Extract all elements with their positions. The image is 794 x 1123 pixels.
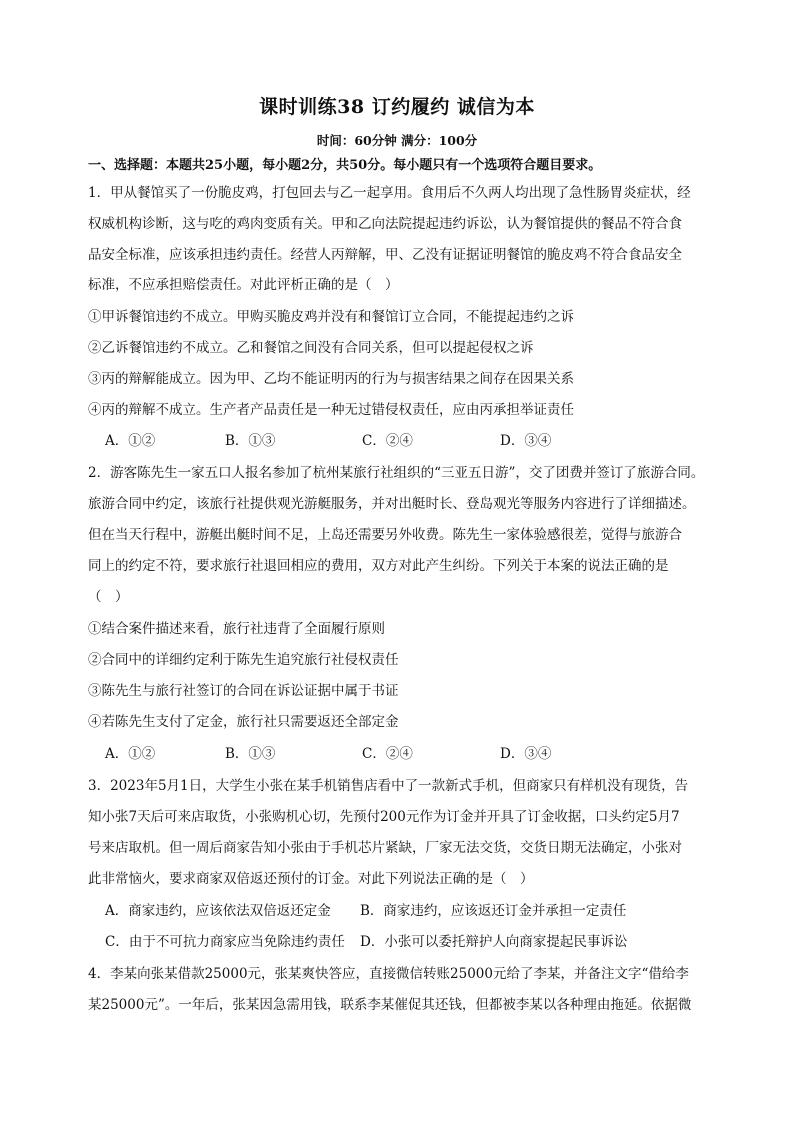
q2-line: 旅游合同中约定，该旅行社提供观光游艇服务，并对出艇时长、登岛观光等服务内容进行了详细描述。: [88, 496, 696, 512]
q3-option-a: A．商家违约，应该依法双倍返还定金: [105, 903, 331, 919]
q2-option-c: C．②④: [362, 746, 413, 762]
q1-option-c: C．②④: [362, 433, 413, 449]
q2-item: ③陈先生与旅行社签订的合同在诉讼证据中属于书证: [88, 683, 399, 699]
q1-item: ④丙的辩解不成立。生产者产品责任是一种无过错侵权责任，应由丙承担举证责任: [88, 402, 574, 418]
q2-line: 2．游客陈先生一家五口人报名参加了杭州某旅行社组织的“三亚五日游”，交了团费并签订了旅游合同。: [88, 465, 705, 481]
q2-line: 但在当天行程中，游艇出艇时间不足，上岛还需要另外收费。陈先生一家体验感很差，觉得与旅游合: [88, 527, 682, 543]
q1-option-d: D．③④: [500, 433, 552, 449]
q1-option-b: B．①③: [225, 433, 276, 449]
q3-option-b: B．商家违约，应该返还订金并承担一定责任: [360, 903, 627, 919]
q2-item: ②合同中的详细约定利于陈先生追究旅行社侵权责任: [88, 652, 399, 668]
q1-line: 权威机构诊断，这与吃的鸡肉变质有关。甲和乙向法院提起违约诉讼，认为餐馆提供的餐品不符合食: [88, 216, 682, 232]
q1-item: ①甲诉餐馆违约不成立。甲购买脆皮鸡并没有和餐馆订立合同，不能提起违约之诉: [88, 309, 574, 325]
q3-line: 号来店取机。但一周后商家告知小张由于手机芯片紧缺，厂家无法交货，交货日期无法确定，小张对: [88, 840, 682, 856]
q3-line: 3．2023年5月1日，大学生小张在某手机销售店看中了一款新式手机，但商家只有样机没有现货，告: [88, 778, 689, 794]
q2-option-a: A．①②: [105, 746, 156, 762]
q3-line: 此非常恼火，要求商家双倍返还预付的订金。对此下列说法正确的是（ ）: [88, 871, 534, 887]
q4-line: 4．李某向张某借款25000元，张某爽快答应，直接微信转账25000元给了李某，并备注文字“借给李: [88, 966, 689, 982]
page-title: 课时训练38 订约履约 诚信为本: [259, 96, 535, 118]
section-heading: 一、选择题：本题共25小题，每小题2分，共50分。每小题只有一个选项符合题目要求。: [88, 158, 602, 173]
q3-option-d: D．小张可以委托辩护人向商家提起民事诉讼: [360, 934, 628, 950]
q3-option-c: C．由于不可抗力商家应当免除违约责任: [105, 934, 345, 950]
q1-line: 1．甲从餐馆买了一份脆皮鸡，打包回去与乙一起享用。食用后不久两人均出现了急性肠胃炎症状，经: [88, 185, 691, 201]
q1-item: ③丙的辩解能成立。因为甲、乙均不能证明丙的行为与损害结果之间存在因果关系: [88, 371, 574, 387]
q3-line: 知小张7天后可来店取货，小张购机心切，先预付200元作为订金并开具了订金收据，口头约定5月7: [88, 809, 680, 825]
q2-item: ④若陈先生支付了定金，旅行社只需要返还全部定金: [88, 714, 399, 730]
q2-line: 同上的约定不符，要求旅行社退回相应的费用，双方对此产生纠纷。下列关于本案的说法正确的是: [88, 558, 669, 574]
q2-option-d: D．③④: [500, 746, 552, 762]
q4-line: 某25000元”。一年后，张某因急需用钱，联系李某催促其还钱，但都被李某以各种理由拖延。依据微: [88, 997, 692, 1013]
q1-line: 标准，不应承担赔偿责任。对此评析正确的是（ ）: [88, 277, 399, 293]
q1-item: ②乙诉餐馆违约不成立。乙和餐馆之间没有合同关系，但可以提起侵权之诉: [88, 340, 534, 356]
q1-line: 品安全标准，应该承担违约责任。经营人丙辩解，甲、乙没有证据证明餐馆的脆皮鸡不符合食品安全: [88, 247, 682, 263]
exam-meta: 时间：60分钟 满分：100分: [316, 133, 478, 148]
q1-option-a: A．①②: [105, 433, 156, 449]
q2-line: （ ）: [88, 589, 129, 605]
q2-item: ①结合案件描述来看，旅行社违背了全面履行原则: [88, 621, 385, 637]
q2-option-b: B．①③: [225, 746, 276, 762]
